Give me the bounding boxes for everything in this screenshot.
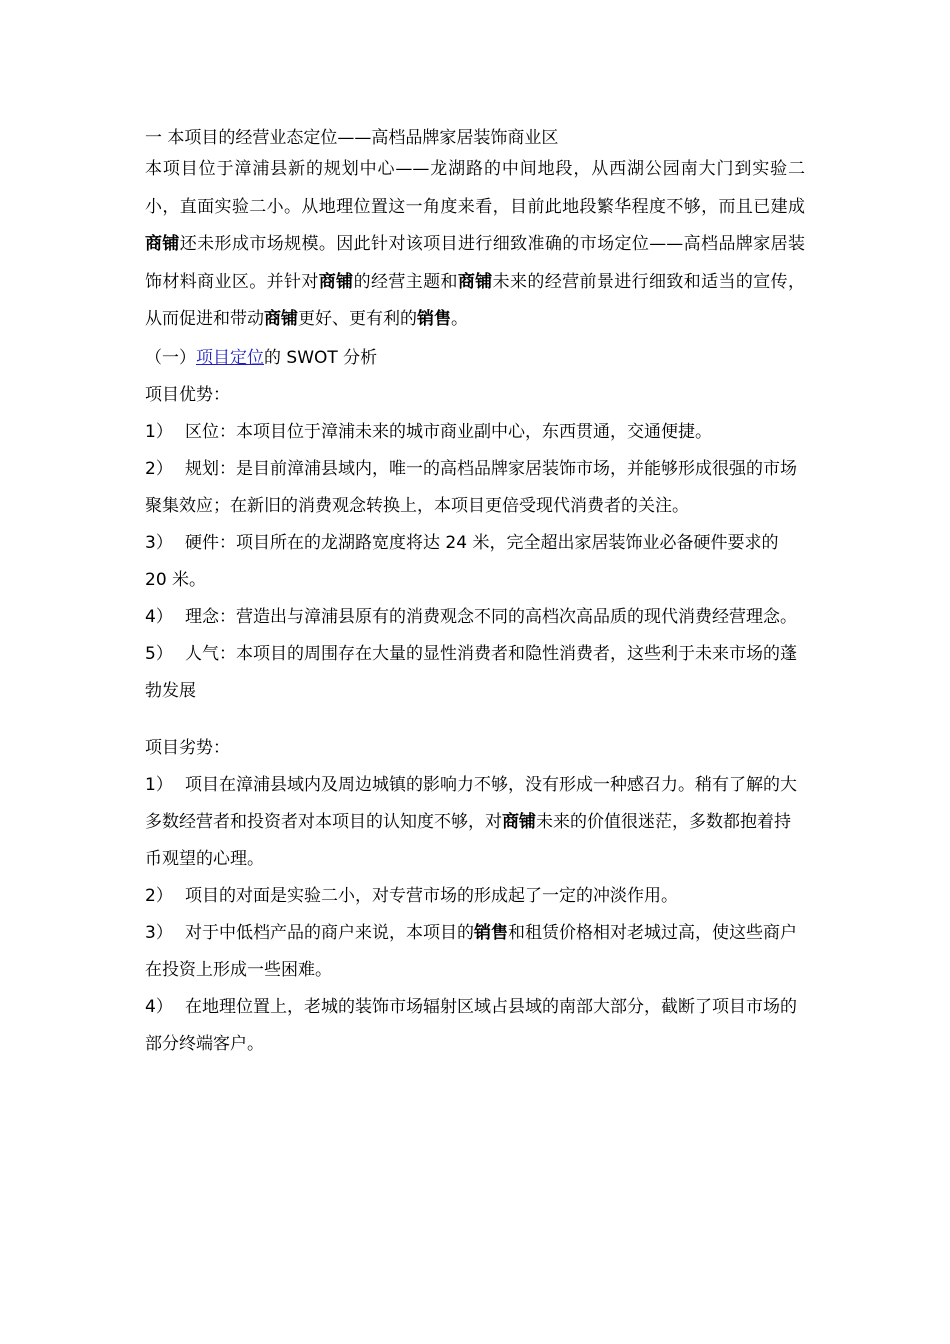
text-run: 更好、更有利的 xyxy=(298,309,417,329)
text-run: 本项目位于漳浦县新的规划中心——龙湖路的中间地段，从西湖公园南大门到实验二小，直面实验二小。从地理位置这一角度来看，目前此地段繁华程度不够，而且已建成 xyxy=(145,159,805,217)
text-run: 理念：营造出与漳浦县原有的消费观念不同的高档次高品质的现代消费经营理念。 xyxy=(185,606,797,627)
list-item-number: 2） xyxy=(145,458,173,479)
list-item xyxy=(145,414,805,451)
bold-keyword: 商铺 xyxy=(318,271,354,292)
list-item-text xyxy=(185,886,678,906)
list-item xyxy=(145,636,805,710)
list-item-number: 5） xyxy=(145,643,173,664)
weaknesses-title: 项目劣势： xyxy=(145,737,230,758)
list-item-text xyxy=(185,422,712,442)
list-item-text xyxy=(145,459,797,516)
text-run: 。 xyxy=(451,309,468,329)
list-item xyxy=(145,767,805,878)
text-run: 在地理位置上，老城的装饰市场辐射区域占县域的南部大部分，截断了项目市场的部分终端客户。 xyxy=(145,996,797,1054)
text-run: 和租赁价格相对老城过高，使这些商户在投资上形成一些困难。 xyxy=(145,922,797,980)
text-run: 规划：是目前漳浦县域内，唯一的高档品牌家居装饰市场，并能够形成很强的市场聚集效应；在新旧的消费观念转换上，本项目更倍受现代消费者的关注。 xyxy=(145,458,797,516)
list-item xyxy=(145,915,805,989)
bold-keyword: 销售 xyxy=(417,309,451,329)
spacer xyxy=(145,710,805,730)
list-item xyxy=(145,525,805,599)
text-run: 项目在漳浦县域内及周边城镇的影响力不够，没有形成一种感召力。稍有了解的大多数经营者和投资者对本项目的认知度不够，对 xyxy=(145,774,797,832)
swot-subheading xyxy=(145,339,805,377)
list-item xyxy=(145,451,805,525)
list-item-number: 2） xyxy=(145,885,173,906)
list-item-number: 4） xyxy=(145,996,173,1017)
bold-keyword: 商铺 xyxy=(145,234,180,254)
list-item xyxy=(145,989,805,1063)
text-run: 未来的价值很迷茫，多数都抱着持币观望的心理。 xyxy=(145,811,791,869)
text-run: 硬件：项目所在的龙湖路宽度将达 24 米，完全超出家居装饰业必备硬件要求的 20 米。 xyxy=(145,532,779,590)
text-run: 未来的经营前景进行细致和适当的宣传，从而促进和带动 xyxy=(145,271,806,329)
text-run: 区位：本项目位于漳浦未来的城市商业副中心，东西贯通，交通便捷。 xyxy=(185,421,712,442)
document-page xyxy=(145,125,805,1063)
text-run: 人气：本项目的周围存在大量的显性消费者和隐性消费者，这些利于未来市场的蓬勃发展 xyxy=(145,643,797,701)
bold-keyword: 销售 xyxy=(474,922,508,943)
list-item-text xyxy=(145,775,797,869)
swot-suffix: 的 SWOT 分析 xyxy=(264,347,378,368)
swot-prefix: （一） xyxy=(145,347,196,368)
intro-paragraph xyxy=(145,151,805,339)
list-item-text xyxy=(145,923,797,980)
list-item xyxy=(145,599,805,636)
bold-keyword: 商铺 xyxy=(264,309,298,329)
list-item-number: 3） xyxy=(145,532,173,553)
strengths-list xyxy=(145,414,805,710)
project-positioning-link[interactable]: 项目定位 xyxy=(196,347,264,368)
list-item-number: 4） xyxy=(145,606,173,627)
text-run: 还未形成市场规模。因此针对该项目进行细致准确的市场定位——高档品牌家居装饰材料商业区。并针对 xyxy=(145,234,806,292)
list-item-number: 1） xyxy=(145,421,173,442)
list-item-text xyxy=(145,644,797,701)
section-heading: 一 本项目的经营业态定位——高档品牌家居装饰商业区 xyxy=(145,128,559,148)
text-run: 的经营主题和 xyxy=(353,271,458,292)
strengths-title: 项目优势： xyxy=(145,384,230,405)
list-item-number: 1） xyxy=(145,774,173,795)
list-item xyxy=(145,878,805,915)
weaknesses-list xyxy=(145,767,805,1063)
list-item-text xyxy=(145,533,778,590)
text-run: 项目的对面是实验二小，对专营市场的形成起了一定的冲淡作用。 xyxy=(185,885,678,906)
list-item-text xyxy=(145,997,797,1054)
text-run: 对于中低档产品的商户来说，本项目的 xyxy=(185,922,474,943)
list-item-number: 3） xyxy=(145,922,173,943)
list-item-text xyxy=(185,607,797,627)
bold-keyword: 商铺 xyxy=(457,271,493,292)
bold-keyword: 商铺 xyxy=(502,811,536,832)
